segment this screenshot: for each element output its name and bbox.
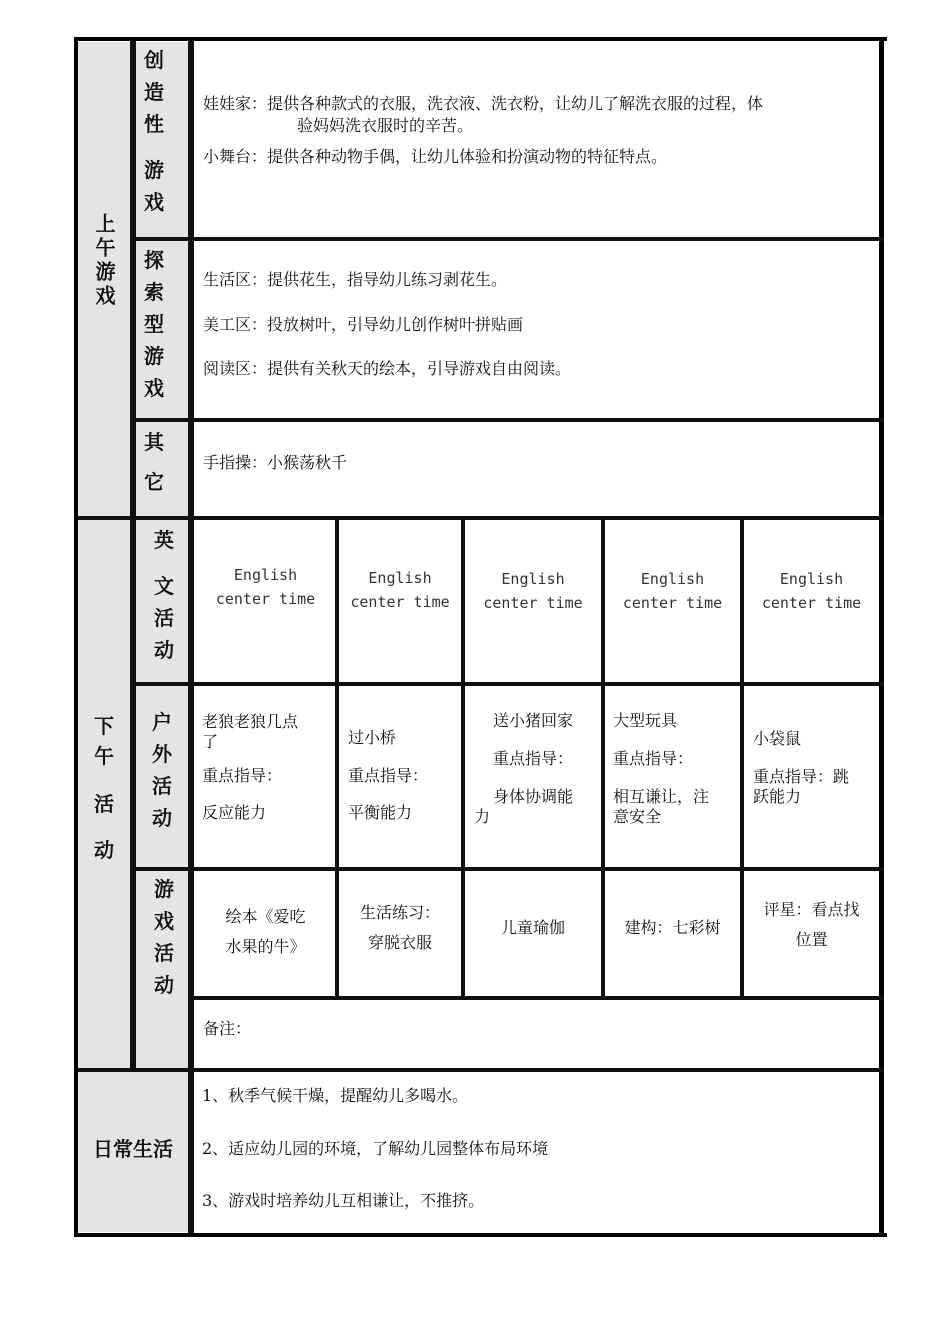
game-cell: 生活练习： 穿脱衣服 bbox=[359, 903, 440, 953]
outdoor-cell: 送小猪回家 重点指导： 身体协调能 力 bbox=[474, 711, 574, 826]
table-top-border bbox=[74, 37, 887, 41]
table-bottom-border bbox=[74, 1233, 887, 1237]
outdoor-label: 户 外 活 动 bbox=[152, 710, 172, 830]
english-cell: English center time bbox=[761, 570, 862, 612]
divider-h-morning bbox=[78, 516, 884, 520]
game-cell: 建构：七彩树 bbox=[624, 918, 721, 937]
divider-h-explore bbox=[136, 418, 884, 422]
daily-content bbox=[202, 1085, 874, 1212]
remark: 备注： bbox=[203, 1019, 252, 1038]
creative-label: 创 造 性 游 戏 bbox=[144, 48, 164, 214]
english-cell: English center time bbox=[350, 569, 450, 611]
divider-v2 bbox=[188, 41, 194, 1233]
divider-h-afternoon bbox=[78, 1068, 884, 1072]
english-cell: English center time bbox=[622, 570, 723, 612]
explore-content bbox=[203, 269, 875, 380]
english-cell: English center time bbox=[483, 570, 583, 612]
game-cell: 儿童瑜伽 bbox=[500, 918, 565, 937]
divider-h-outdoor bbox=[136, 867, 884, 871]
table-right-border bbox=[879, 37, 884, 1237]
explore-label: 探 索 型 游 戏 bbox=[144, 248, 164, 400]
creative-content bbox=[203, 93, 875, 168]
outdoor-cell: 小袋鼠 重点指导：跳 跃能力 bbox=[753, 729, 850, 806]
english-label: 英 文 活 动 bbox=[154, 528, 174, 662]
divider-h-game bbox=[194, 996, 884, 1000]
outdoor-cell: 大型玩具 重点指导： 相互谦让，注 意安全 bbox=[613, 711, 710, 826]
outdoor-cell: 老狼老狼几点 了 重点指导： 反应能力 bbox=[202, 712, 299, 822]
afternoon-label: 下 午 活 动 bbox=[94, 714, 114, 862]
divider-h-english bbox=[136, 682, 884, 686]
divider-h-creative bbox=[136, 237, 884, 241]
daily-label: 日常生活 bbox=[93, 1137, 173, 1161]
other-label: 其 它 bbox=[144, 430, 164, 494]
explore-item: 美工区：投放树叶，引导幼儿创作树叶拼贴画 bbox=[203, 314, 524, 334]
creative-line-1: 娃娃家：提供各种款式的衣服，洗衣液、洗衣粉，让幼儿了解洗衣服的过程，体 bbox=[203, 94, 764, 113]
explore-item: 生活区：提供花生，指导幼儿练习剥花生。 bbox=[203, 270, 508, 289]
game-cell: 评星：看点找 位置 bbox=[763, 900, 860, 950]
morning-label: 上午游戏 bbox=[92, 213, 116, 309]
other-content bbox=[203, 452, 803, 474]
explore-item: 阅读区：提供有关秋天的绘本，引导游戏自由阅读。 bbox=[203, 359, 572, 379]
daily-item: 2、适应幼儿园的环境，了解幼儿园整体布局环境 bbox=[202, 1138, 549, 1158]
game-cell: 绘本《爱吃 水果的牛》 bbox=[225, 907, 306, 957]
outdoor-cell: 过小桥 重点指导： 平衡能力 bbox=[348, 728, 429, 823]
english-cell: English center time bbox=[215, 566, 316, 608]
creative-line-3: 小舞台：提供各种动物手偶，让幼儿体验和扮演动物的特征特点。 bbox=[203, 147, 668, 167]
creative-line-2: 验妈妈洗衣服时的辛苦。 bbox=[297, 115, 474, 135]
finger-exercise-text: 手指操：小猴荡秋千 bbox=[203, 453, 348, 472]
daily-item: 3、游戏时培养幼儿互相谦让，不推挤。 bbox=[202, 1191, 485, 1211]
game-label: 游 戏 活 动 bbox=[154, 877, 174, 997]
daily-item: 1、秋季气候干燥，提醒幼儿多喝水。 bbox=[202, 1086, 469, 1105]
